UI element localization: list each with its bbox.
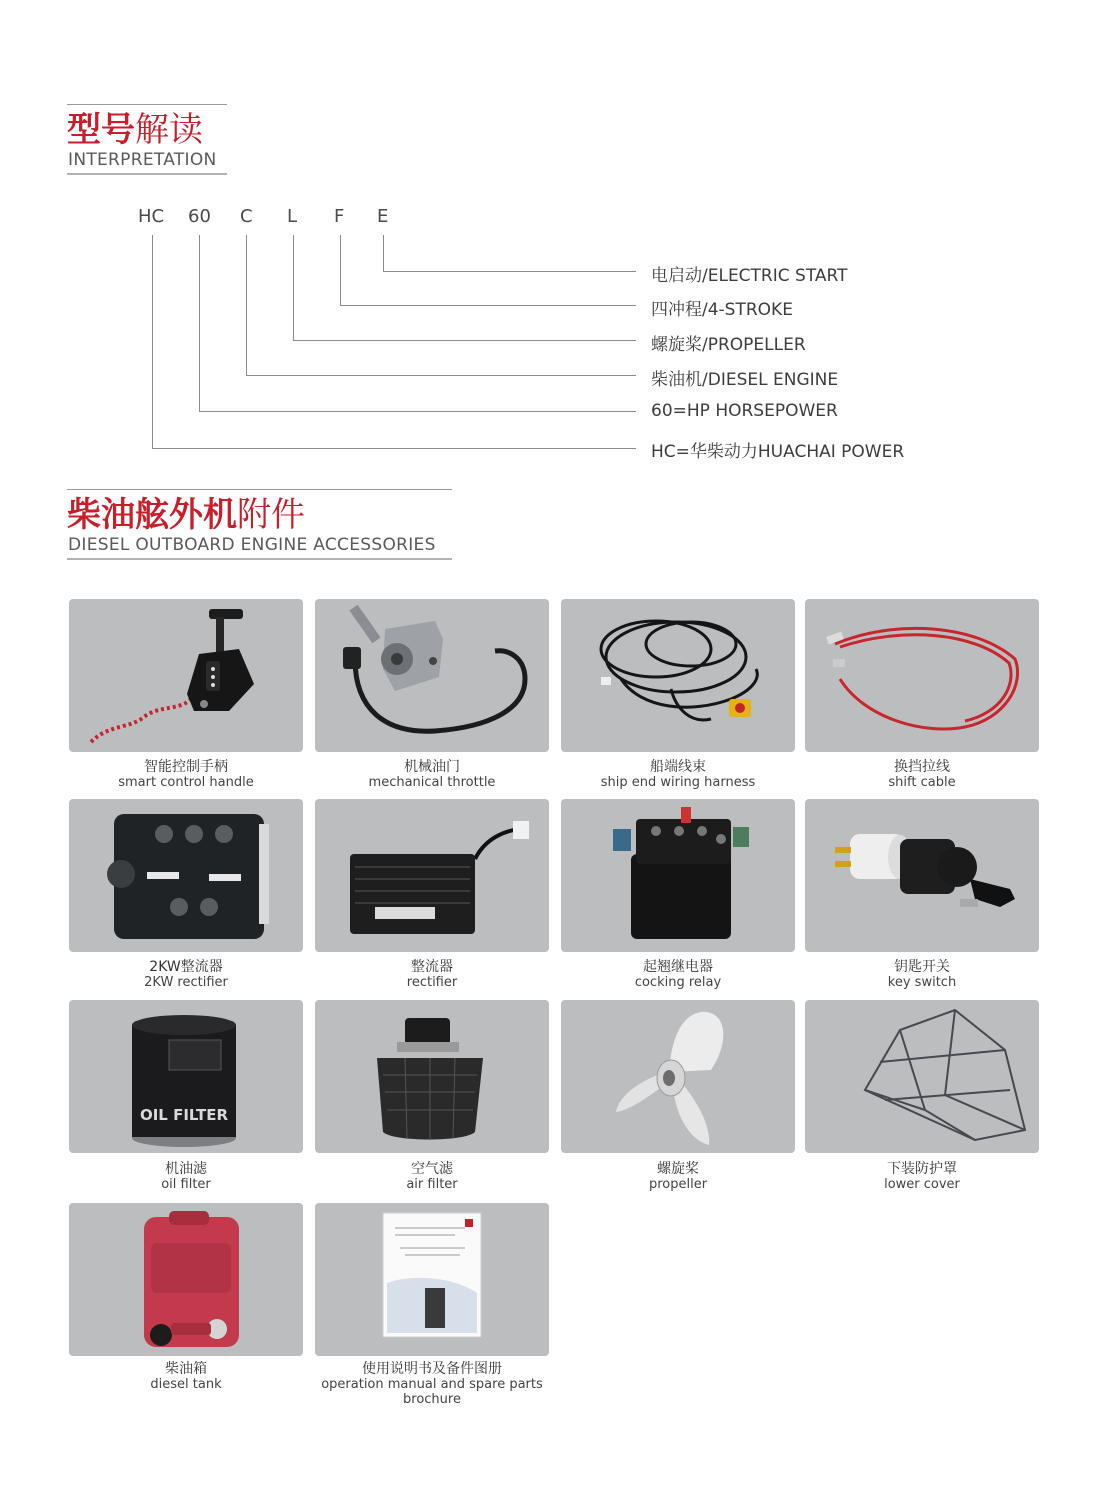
- caption-en: lower cover: [884, 1177, 960, 1192]
- mechanical-throttle-image: [315, 599, 549, 752]
- accessory-caption-air-filter: [315, 1161, 549, 1192]
- caption-zh: 螺旋桨: [657, 1161, 699, 1177]
- accessories-title-bold: 柴油舷外机: [67, 495, 237, 535]
- code-part-c: C: [240, 206, 253, 227]
- accessories-bottom-rule: [67, 558, 452, 560]
- caption-zh: 智能控制手柄: [144, 759, 228, 775]
- meaning-propeller: 螺旋桨/PROPELLER: [651, 335, 806, 355]
- accessory-caption-mechanical-throttle: [315, 759, 549, 790]
- accessories-subtitle: DIESEL OUTBOARD ENGINE ACCESSORIES: [68, 535, 436, 555]
- cocking-relay-image: [561, 799, 795, 952]
- caption-en: operation manual and spare parts brochure: [321, 1377, 543, 1407]
- accessory-card-air-filter: [315, 1000, 549, 1153]
- key-switch-image: [805, 799, 1039, 952]
- code-connector-lines: [0, 0, 1102, 470]
- caption-en: propeller: [648, 1177, 708, 1192]
- oil-filter-label: OIL FILTER: [139, 1106, 229, 1124]
- accessory-card-cocking-relay: [561, 799, 795, 952]
- meaning-4-stroke: 四冲程/4-STROKE: [651, 300, 793, 320]
- caption-en: oil filter: [161, 1177, 211, 1192]
- accessory-card-shift-cable: [805, 599, 1039, 752]
- accessory-card-oil-filter: [69, 1000, 303, 1153]
- caption-en: rectifier: [406, 975, 458, 990]
- meaning-horsepower: 60=HP HORSEPOWER: [651, 401, 838, 421]
- interpretation-title-light: 解读: [135, 110, 203, 150]
- accessory-card-mechanical-throttle: [315, 599, 549, 752]
- accessory-card-diesel-tank: [69, 1203, 303, 1356]
- accessory-caption-smart-control-handle: [69, 759, 303, 790]
- rectifier-image: [315, 799, 549, 952]
- accessory-caption-key-switch: [805, 959, 1039, 990]
- caption-zh: 整流器: [411, 959, 453, 975]
- accessories-title-light: 附件: [237, 495, 305, 535]
- diesel-tank-image: [69, 1203, 303, 1356]
- meaning-diesel-engine: 柴油机/DIESEL ENGINE: [651, 370, 839, 390]
- lower-cover-image: [805, 1000, 1039, 1153]
- code-part-f: F: [334, 206, 345, 227]
- propeller-image: [561, 1000, 795, 1153]
- caption-zh: 空气滤: [411, 1161, 453, 1177]
- caption-zh: 机械油门: [404, 759, 460, 775]
- accessory-caption-rectifier: [315, 959, 549, 990]
- caption-en: smart control handle: [118, 775, 254, 790]
- interpretation-subtitle: INTERPRETATION: [68, 150, 217, 170]
- accessory-caption-diesel-tank: [69, 1361, 303, 1392]
- caption-en: ship end wiring harness: [600, 775, 756, 790]
- accessory-caption-operation-manual: [315, 1361, 549, 1407]
- accessory-caption-wiring-harness: [561, 759, 795, 790]
- smart-control-handle-image: [69, 599, 303, 752]
- meaning-electric-start: 电启动/ELECTRIC START: [651, 266, 848, 286]
- accessory-card-rectifier: [315, 799, 549, 952]
- caption-zh: 钥匙开关: [894, 959, 950, 975]
- caption-zh: 换挡拉线: [894, 759, 950, 775]
- accessory-card-propeller: [561, 1000, 795, 1153]
- caption-en: 2KW rectifier: [144, 975, 228, 990]
- accessory-caption-2kw-rectifier: [69, 959, 303, 990]
- caption-zh: 2KW整流器: [149, 959, 223, 975]
- caption-zh: 机油滤: [165, 1161, 207, 1177]
- accessory-card-lower-cover: [805, 1000, 1039, 1153]
- caption-en: shift cable: [888, 775, 956, 790]
- caption-en: key switch: [887, 975, 957, 990]
- accessory-card-operation-manual: [315, 1203, 549, 1356]
- caption-zh: 起翘继电器: [643, 959, 713, 975]
- code-part-hc: HC: [138, 206, 165, 227]
- caption-en: mechanical throttle: [368, 775, 496, 790]
- accessory-caption-oil-filter: [69, 1161, 303, 1192]
- accessory-card-smart-control-handle: [69, 599, 303, 752]
- caption-zh: 使用说明书及备件图册: [362, 1361, 502, 1377]
- oil-filter-image: [69, 1000, 303, 1153]
- accessory-card-2kw-rectifier: [69, 799, 303, 952]
- accessory-caption-shift-cable: [805, 759, 1039, 790]
- code-part-60: 60: [188, 206, 211, 227]
- 2kw-rectifier-image: [69, 799, 303, 952]
- accessory-caption-lower-cover: [805, 1161, 1039, 1192]
- accessories-top-rule: [67, 489, 452, 490]
- accessory-card-wiring-harness: [561, 599, 795, 752]
- accessory-caption-propeller: [561, 1161, 795, 1192]
- accessories-title: [67, 495, 305, 535]
- wiring-harness-image: [561, 599, 795, 752]
- meaning-huachai-power: HC=华柴动力HUACHAI POWER: [651, 442, 905, 462]
- interpretation-title-bold: 型号: [67, 110, 135, 150]
- code-part-l: L: [287, 206, 298, 227]
- accessory-caption-cocking-relay: [561, 959, 795, 990]
- shift-cable-image: [805, 599, 1039, 752]
- code-part-e: E: [377, 206, 389, 227]
- caption-en: cocking relay: [634, 975, 722, 990]
- caption-zh: 下装防护罩: [887, 1161, 957, 1177]
- caption-en: diesel tank: [150, 1377, 222, 1392]
- caption-zh: 船端线束: [650, 759, 706, 775]
- accessory-card-key-switch: [805, 799, 1039, 952]
- air-filter-image: [315, 1000, 549, 1153]
- operation-manual-image: [315, 1203, 549, 1356]
- caption-en: air filter: [406, 1177, 458, 1192]
- caption-zh: 柴油箱: [165, 1361, 207, 1377]
